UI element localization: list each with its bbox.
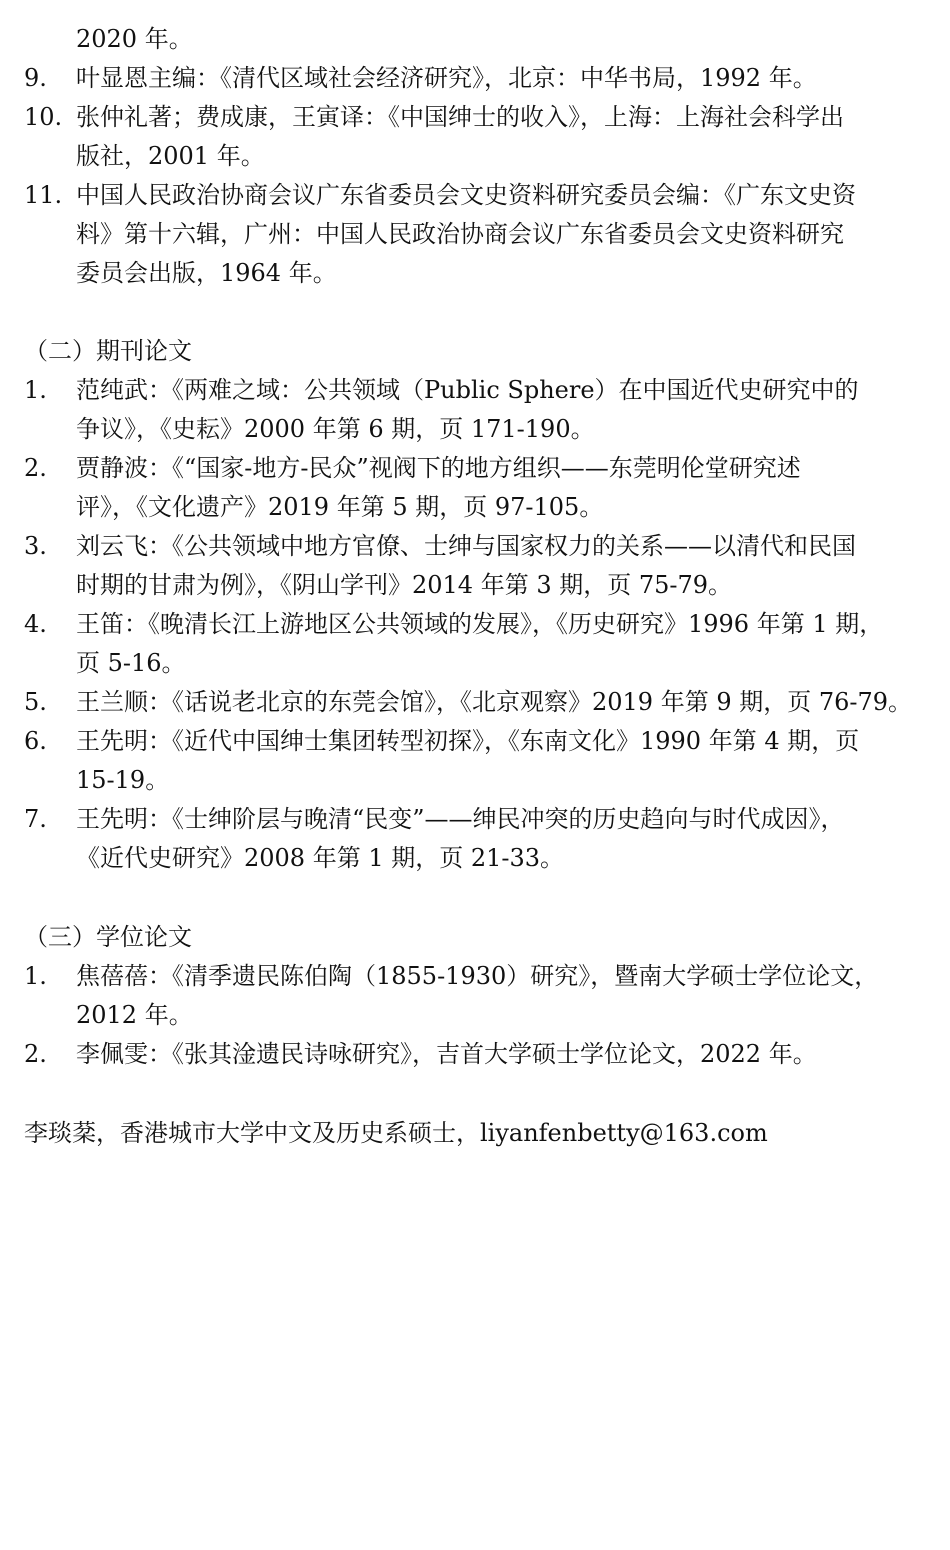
entry-text: 叶显恩主编：《清代区域社会经济研究》，北京：中华书局，1992 年。 bbox=[76, 64, 817, 92]
section-heading-theses: （三）学位论文 bbox=[24, 923, 192, 951]
entry-number: 1. bbox=[24, 962, 47, 990]
entry-text: 范纯武：《两难之域：公共领域（Public Sphere）在中国近代史研究中的 bbox=[76, 376, 859, 404]
entry-number: 11. bbox=[24, 181, 63, 209]
section-heading-journals: （二）期刊论文 bbox=[24, 337, 192, 365]
entry-number: 5. bbox=[24, 688, 47, 716]
entry-number: 2. bbox=[24, 454, 47, 482]
entry-text: 王兰顺：《话说老北京的东莞会馆》，《北京观察》2019 年第 9 期，页 76-79。 bbox=[76, 688, 913, 716]
entry-text: 贾静波：《“国家-地方-民众”视阀下的地方组织——东莞明伦堂研究述 bbox=[76, 454, 801, 482]
author-note: 李琰棻，香港城市大学中文及历史系硕士，liyanfenbetty@163.com bbox=[24, 1119, 768, 1147]
entry-number: 9. bbox=[24, 64, 47, 92]
entry-text: 2012 年。 bbox=[76, 1001, 193, 1029]
entry-text: 15-19。 bbox=[76, 766, 170, 794]
entry-text: 刘云飞：《公共领域中地方官僚、士绅与国家权力的关系——以清代和民国 bbox=[76, 532, 856, 560]
entry-text: 评》，《文化遗产》2019 年第 5 期，页 97-105。 bbox=[76, 493, 604, 521]
entry-text: 王笛：《晚清长江上游地区公共领域的发展》，《历史研究》1996 年第 1 期， bbox=[76, 610, 884, 638]
entry-text: 页 5-16。 bbox=[76, 649, 186, 677]
entry-number: 7. bbox=[24, 805, 47, 833]
entry-text: 王先明：《近代中国绅士集团转型初探》，《东南文化》1990 年第 4 期，页 bbox=[76, 727, 860, 755]
entry-text: 张仲礼著；费成康，王寅译：《中国绅士的收入》，上海：上海社会科学出 bbox=[76, 103, 844, 131]
entry-text: 版社，2001 年。 bbox=[76, 142, 265, 170]
entry-number: 4. bbox=[24, 610, 47, 638]
entry-text: 争议》，《史耘》2000 年第 6 期，页 171-190。 bbox=[76, 415, 595, 443]
entry-text: 时期的甘肃为例》，《阴山学刊》2014 年第 3 期，页 75-79。 bbox=[76, 571, 733, 599]
prev-entry-tail: 2020 年。 bbox=[76, 25, 193, 53]
entry-number: 2. bbox=[24, 1040, 47, 1068]
entry-text: 中国人民政治协商会议广东省委员会文史资料研究委员会编：《广东文史资 bbox=[76, 181, 856, 209]
entry-number: 10. bbox=[24, 103, 63, 131]
entry-number: 1. bbox=[24, 376, 47, 404]
entry-text: 料》第十六辑，广州：中国人民政治协商会议广东省委员会文史资料研究 bbox=[76, 220, 844, 248]
entry-number: 3. bbox=[24, 532, 47, 560]
entry-text: 王先明：《士绅阶层与晚清“民变”——绅民冲突的历史趋向与时代成因》， bbox=[76, 805, 845, 833]
entry-text: 李佩雯：《张其淦遗民诗咏研究》，吉首大学硕士学位论文，2022 年。 bbox=[76, 1040, 817, 1068]
entry-text: 委员会出版，1964 年。 bbox=[76, 259, 337, 287]
entry-text: 焦蓓蓓：《清季遗民陈伯陶（1855-1930）研究》，暨南大学硕士学位论文， bbox=[76, 962, 879, 990]
entry-text: 《近代史研究》2008 年第 1 期，页 21-33。 bbox=[76, 844, 565, 872]
entry-number: 6. bbox=[24, 727, 47, 755]
